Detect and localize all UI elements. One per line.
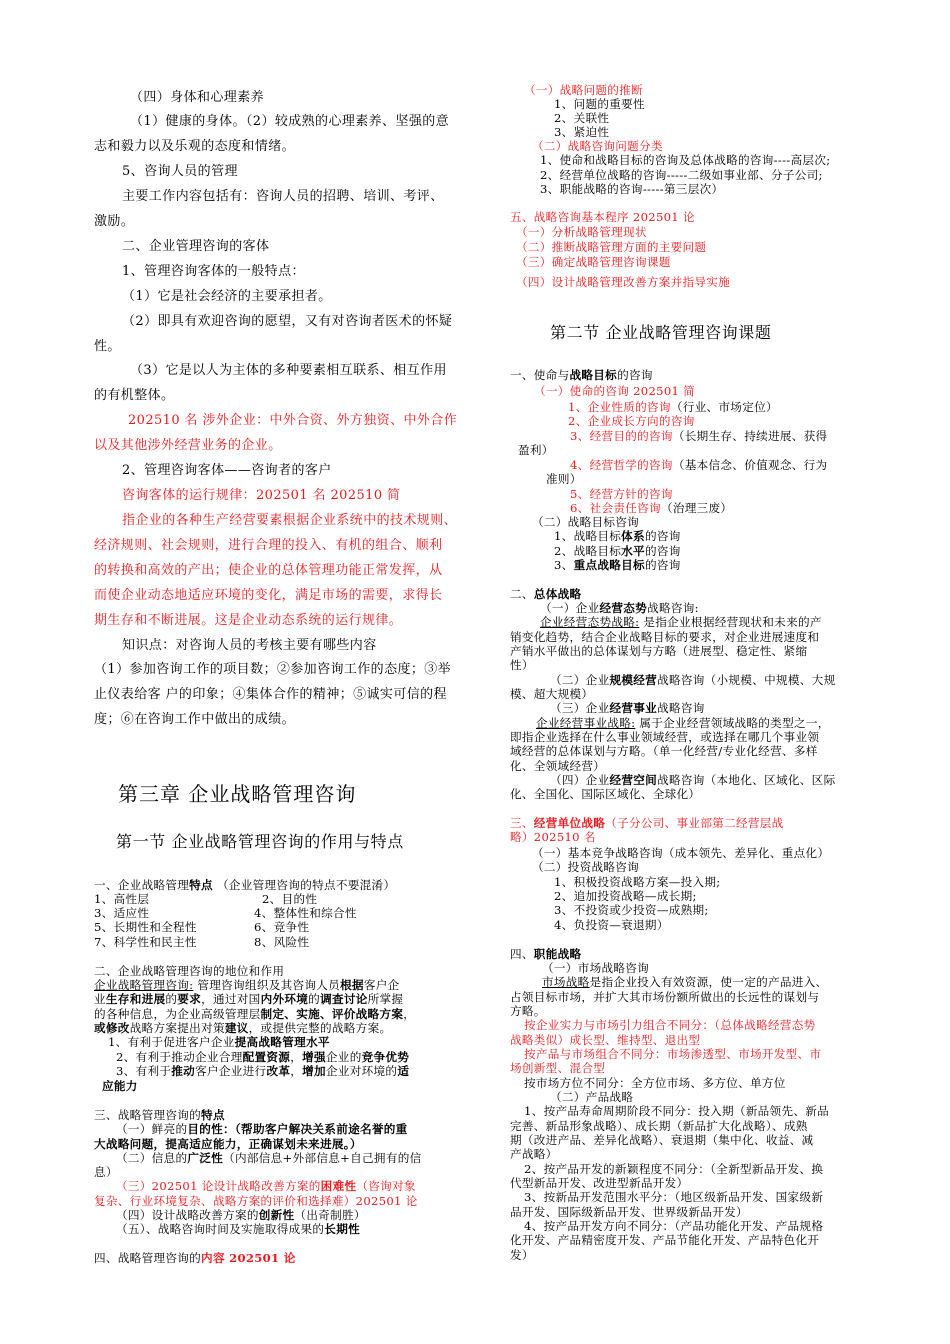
text-line: 性） (510, 658, 534, 672)
text-line: 1、企业性质的咨询（行业、市场定位） (568, 400, 778, 414)
text-line: 准则） (546, 472, 582, 486)
text-line: 1、问题的重要性 (554, 97, 645, 111)
text-line: 企业经营事业战略: 属于企业经营领域战略的类型之一， (536, 716, 830, 730)
text-line: 4、经营哲学的咨询（基本信念、价值观念、行为 (570, 458, 828, 472)
text-line: 2、经营单位战略的咨询-----二级如事业部、分子公司; (540, 168, 823, 182)
text-line: 1、按产品寿命周期阶段不同分：投入期（新品领先、新品 (524, 1104, 830, 1118)
text-line: 5、长期性和全程性 (94, 920, 197, 934)
text-line: 模、超大规模） (510, 687, 594, 701)
text-line: 1、战略目标体系的咨询 (554, 529, 681, 543)
text-line: 3、适应性 (94, 906, 150, 920)
text-line: 知识点：对咨询人员的考核主要有哪些内容 (122, 638, 377, 653)
text-line: 期（改进产品、差异化战略）、衰退期（集中化、收益、减 (510, 1133, 814, 1147)
text-line: 4、整体性和综合性 (254, 906, 357, 920)
text-line: 3、有利于推动客户企业进行改革，增加企业对环境的适 (116, 1064, 410, 1078)
text-line: 五、战略咨询基本程序 202501 论 (510, 210, 695, 224)
text-line: （1）健康的身体。（2）较成熟的心理素养、坚强的意 (130, 114, 450, 129)
text-line: （2）即具有欢迎咨询的愿望，又有对咨询者医术的怀疑 (122, 314, 453, 329)
text-line: 2、按产品开发的新颖程度不同分：（全新型新品开发、换 (524, 1162, 824, 1176)
text-line: （1）它是社会经济的主要承担者。 (122, 289, 332, 304)
text-line: 发） (510, 1248, 534, 1262)
text-line: 复杂、行业环境复杂、战略方案的评价和选择难）202501 论 (94, 1194, 418, 1208)
text-line: 方略。 (510, 1004, 546, 1018)
text-line: （一）使命的咨询 202501 简 (534, 384, 696, 398)
text-line: 3、按新品开发范围水平分：（地区级新品开发、国家级新 (524, 1190, 824, 1204)
text-line: 的转换和高效的产出；使企业的总体管理功能正常发挥，从 (94, 563, 443, 578)
text-line: 代型新品开发、改进型新品开发） (510, 1176, 689, 1190)
text-line: 息） (94, 1165, 118, 1179)
text-line: 6、社会责任咨询（治理三废） (570, 501, 733, 515)
text-line: 止仪表给客 户的印象；④集体合作的精神；⑤诚实可信的程 (94, 687, 447, 702)
text-line: 四、职能战略 (510, 947, 582, 961)
text-line: 8、风险性 (254, 935, 310, 949)
text-line: 4、按产品开发方向不同分：（产品功能化开发、产品规格 (524, 1219, 824, 1233)
text-line: 4、负投资—衰退期） (554, 918, 669, 932)
text-line: 1、管理咨询客体的一般特点： (122, 264, 305, 279)
text-line: 3、重点战略目标的咨询 (554, 558, 681, 572)
text-line: （3）它是以人为主体的多种要素相互联系、相互作用 (130, 363, 447, 378)
text-line: 3、经营目的的咨询（长期生存、持续进展、获得 (570, 429, 828, 443)
text-line: 企业战略管理咨询: 管理咨询组织及其咨询人员根据客户企 (94, 978, 400, 992)
text-line: 3、职能战略的咨询-----第三层次） (540, 182, 724, 196)
text-line: （三）确定战略管理咨询课题 (516, 255, 671, 269)
text-line: （二）战略目标咨询 (532, 515, 640, 529)
text-line: 经济规则、社会规则，进行合理的投入、有机的组合、顺利 (94, 538, 443, 553)
text-line: （二）企业规模经营战略咨询（小规模、中规模、大规 (550, 673, 836, 687)
text-line: 销变化趋势，结合企业战略目标的要求，对企业进展速度和 (510, 630, 820, 644)
text-line: （二）产品战略 (550, 1090, 634, 1104)
text-line: 202510 名 涉外企业：中外合资、外方独资、中外合作 (128, 413, 458, 428)
text-line: 2、企业成长方向的咨询 (568, 414, 695, 428)
text-line: （四）身体和心理素养 (130, 90, 265, 105)
text-line: 即指企业选择在什么事业领域经营，或选择在哪几个事业领 (510, 730, 820, 744)
text-line: 一、企业战略管理特点 （企业管理咨询的特点不要混淆） (94, 878, 396, 892)
text-line: 度；⑥在咨询工作中做出的成绩。 (94, 712, 296, 727)
text-line: 一、使命与战略目标的咨询 (510, 368, 653, 382)
text-line: 场创新型、混合型 (510, 1061, 606, 1075)
text-line: 5、经营方针的咨询 (570, 487, 673, 501)
text-line: 四、战略管理咨询的内容 202501 论 (94, 1251, 296, 1265)
text-line: 化、全国化、国际区域化、全球化） (510, 787, 701, 801)
text-line: 二、企业战略管理咨询的地位和作用 (94, 964, 285, 978)
text-line: （二）信息的广泛性（内部信息+外部信息+自己拥有的信 (116, 1151, 422, 1165)
text-line: 化、全领域经营） (510, 759, 606, 773)
text-line: 期生存和不断进展。这是企业动态系统的运行规律。 (94, 613, 403, 628)
text-line: （一）战略问题的推断 (524, 83, 643, 97)
text-line: 志和毅力以及乐观的态度和情绪。 (94, 139, 296, 154)
text-line: （二）投资战略咨询 (532, 860, 640, 874)
text-line: 1、高性层 (94, 892, 150, 906)
text-line: 品开发、国际级新品开发、世界级新品开发） (510, 1205, 748, 1219)
text-line: 按企业实力与市场引力组合不同分：（总体战略经营态势 (524, 1018, 816, 1032)
text-line: 以及其他涉外经营业务的企业。 (94, 438, 282, 453)
text-line: 2、关联性 (554, 111, 610, 125)
text-line: （一）企业经营态势战略咨询: (540, 601, 699, 615)
text-line: 2、目的性 (262, 892, 318, 906)
text-line: 或修改战略方案提出对策建议，或提供完整的战略方案。 (94, 1021, 392, 1035)
text-line: 的有机整体。 (94, 388, 175, 403)
text-line: 1、使命和战略目标的咨询及总体战略的咨询----高层次; (540, 153, 831, 167)
text-line: 三、经营单位战略（子分公司、事业部第二经营层战 (510, 816, 784, 830)
text-line: 咨询客体的运行规律：202501 名 202510 简 (122, 488, 401, 503)
text-line: 的各种信息，为企业高级管理层制定、实施、评价战略方案， (94, 1007, 416, 1021)
text-line: （二）推断战略管理方面的主要问题 (516, 240, 707, 254)
text-line: 2、管理咨询客体——咨询者的客户 (122, 463, 332, 478)
text-line: 2、有利于推动企业合理配置资源，增强企业的竞争优势 (116, 1050, 410, 1064)
text-line: 性。 (94, 339, 121, 354)
text-line: 激励。 (94, 214, 135, 229)
chapter-title: 第三章 企业战略管理咨询 (118, 782, 357, 806)
text-line: （一）分析战略管理现状 (516, 225, 647, 239)
text-line: （二）战略咨询问题分类 (532, 139, 663, 153)
text-line: （一）基本竞争战略咨询（成本领先、差异化、重点化） (532, 846, 830, 860)
text-line: 战略类似）成长型、维持型、退出型 (510, 1033, 701, 1047)
text-line: 略）202510 名 (510, 830, 596, 844)
text-line: 而使企业动态地适应环境的变化，满足市场的需要，求得长 (94, 588, 443, 603)
text-line: （四）设计战略改善方案的创新性（出奇制胜） (116, 1208, 366, 1222)
text-line: 2、追加投资战略—成长期; (554, 889, 697, 903)
text-line: 产销水平做出的总体谋划与方略（进展型、稳定性、紧缩 (510, 644, 808, 658)
text-line: 完善、新品形象战略）、成长期（新品扩大化战略）、成熟 (510, 1119, 808, 1133)
text-line: 二、总体战略 (510, 587, 582, 601)
text-line: 业生存和进展的要求，通过对国内外环境的调查讨论所掌握 (94, 992, 404, 1006)
text-line: （一）市场战略咨询 (542, 961, 650, 975)
text-line: 企业经营态势战略: 是指企业根据经营现状和未来的产 (540, 615, 822, 629)
text-line: 按产品与市场组合不同分：市场渗透型、市场开发型、市 (524, 1047, 822, 1061)
section-title: 第二节 企业战略管理咨询课题 (550, 323, 772, 342)
text-line: 产战略） (510, 1147, 558, 1161)
text-line: （三）企业经营事业战略咨询 (550, 701, 705, 715)
text-line: 按市场方位不同分：全方位市场、多方位、单方位 (524, 1076, 786, 1090)
text-line: 主要工作内容包括有：咨询人员的招聘、培训、考评、 (122, 189, 444, 204)
text-line: 1、积极投资战略方案—投入期; (554, 875, 721, 889)
text-line: 6、竞争性 (254, 920, 310, 934)
text-line: 7、科学性和民主性 (94, 935, 197, 949)
text-line: （四）设计战略管理改善方案并指导实施 (516, 275, 731, 289)
text-line: 3、不投资或少投资—成熟期; (554, 903, 709, 917)
text-line: 大战略问题，提高适应能力，正确谋划未来进展。） (94, 1137, 362, 1151)
text-line: 二、企业管理咨询的客体 (122, 239, 270, 254)
text-line: 2、战略目标水平的咨询 (554, 544, 681, 558)
text-line: 盈利） (518, 443, 554, 457)
text-line: 1、有利于促进客户企业提高战略管理水平 (108, 1035, 330, 1049)
text-line: 化开发、产品精密度开发、产品节能化开发、产品特色化开 (510, 1233, 820, 1247)
text-line: 占领目标市场，并扩大其市场份额所做出的长远性的谋划与 (510, 990, 820, 1004)
section-title: 第一节 企业战略管理咨询的作用与特点 (116, 832, 404, 851)
text-line: （四）企业经营空间战略咨询（本地化、区域化、区际 (550, 773, 836, 787)
text-line: （五）、战略咨询时间及实施取得成果的长期性 (116, 1222, 360, 1236)
text-line: 应能力 (102, 1079, 138, 1093)
text-line: 指企业的各种生产经营要素根据企业系统中的技术规则、 (122, 513, 458, 528)
text-line: 三、战略管理咨询的特点 (94, 1108, 225, 1122)
text-line: 5、咨询人员的管理 (122, 164, 238, 179)
text-line: 3、紧迫性 (554, 125, 610, 139)
text-line: 域经营的总体谋划与方略。（单一化经营/专业化经营、多样 (510, 744, 818, 758)
text-line: 市场战略是指企业投入有效资源，使一定的产品进入、 (542, 975, 828, 989)
text-line: （三）202501 论设计战略改善方案的困难性（咨询对象 (116, 1179, 416, 1193)
text-line: （1）参加咨询工作的项目数；②参加咨询工作的态度；③举 (94, 662, 452, 677)
text-line: （一）鲜亮的目的性：（帮助客户解决关系前途名誉的重 (116, 1122, 408, 1136)
